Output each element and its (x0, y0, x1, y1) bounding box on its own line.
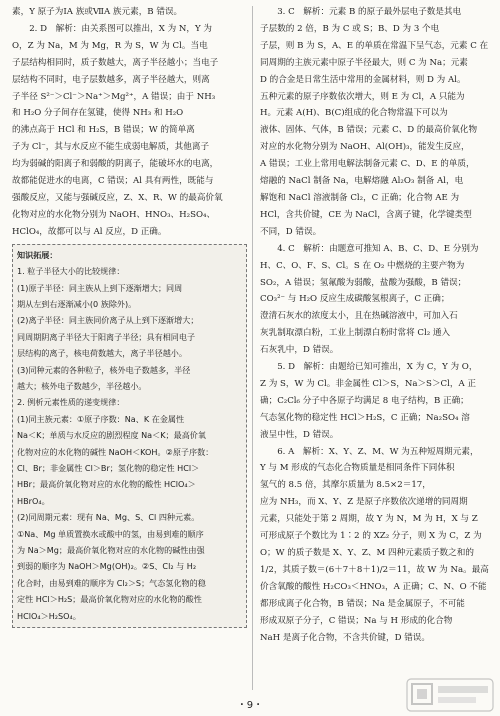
answer-line: 子层数的 2 倍，B 为 C 或 S；B、D 为 3 个电 (260, 23, 440, 34)
answer-line: 同周期的主族元素中原子半径最大，则 C 为 Na；元素 (260, 57, 468, 68)
answer-line: 应为 NH₃，而 X、Y、Z 是原子序数依次递增的同周期 (260, 497, 468, 508)
knowledge-line: Na＜K；单质与水反应的剧烈程度 Na＜K；最高价氧 (17, 430, 206, 441)
answer-line: HCl，含共价键，CE 为 NaCl，含离子键，化学键类型 (260, 209, 472, 220)
answer-line: D 的合金是日常生活中常用的金属材料，则 D 为 Al。 (260, 74, 466, 85)
answer-line: 可形成原子个数比为 1∶2 的 XZ₂ 分子，则 X 为 C，Z 为 (260, 531, 482, 542)
knowledge-box-body (17, 263, 242, 624)
watermark-logo-icon (406, 678, 494, 712)
answer-line: Y 与 M 形成的气态化合物质量是相同条件下同体积 (260, 463, 455, 474)
knowledge-line: 为 Na＞Mg；最高价氧化物对应的水化物的碱性由强 (17, 545, 205, 555)
answer-line: 石灰乳中，D 错误。 (260, 345, 339, 356)
knowledge-line: Cl、Br；非金属性 Cl＞Br；氢化物的稳定性 HCl＞ (17, 462, 200, 473)
answer-4 (260, 241, 492, 359)
answer-line: 灰乳制取漂白粉，工业上制漂白粉时常将 Cl₂ 通入 (260, 328, 451, 339)
answer-line: 1/2，其质子数＝(6＋7＋8＋1)/2＝11，故 W 为 Na。最高 (260, 564, 489, 575)
knowledge-box (12, 244, 247, 628)
knowledge-line: 1. 粒子半径大小的比较规律： (17, 266, 125, 277)
knowledge-line: (2)离子半径：同主族同价离子从上到下逐渐增大； (17, 315, 199, 326)
knowledge-line: 越大；核外电子数越少，半径越小。 (17, 380, 147, 391)
answer-line: 不同，D 错误。 (260, 226, 322, 237)
answer-line: 对应的水化物分别为 NaOH、Al(OH)₃，能发生反应， (260, 142, 470, 153)
left-column (12, 4, 247, 628)
answer-line: 气态氢化物的稳定性 HCl＞H₂S，C 正确；Na₂SO₄ 溶 (260, 412, 470, 423)
answer-line: 和 H₂O 分子间存在氢键，使得 NH₃ 和 H₂O (12, 108, 184, 119)
answer-line: NaH 是离子化合物，不含共价键，D 错误。 (260, 632, 430, 643)
knowledge-line: HBr；最高价氧化物对应的水化物的酸性 HClO₄＞ (17, 479, 196, 490)
answer-5 (260, 359, 492, 444)
column-divider (252, 6, 253, 690)
answer-line: 子为 Cl⁻，其与水反应不能生成弱电解质，其他离子 (12, 142, 210, 153)
answer-line: 2. D 解析：由关系图可以推出，X 为 N，Y 为 (29, 23, 213, 34)
answer-line: 化物对应的水化物分别为 NaOH、HNO₃、H₂SO₄、 (12, 209, 216, 220)
knowledge-line: 层结构的离子，核电荷数越大，离子半径越小。 (17, 348, 187, 359)
knowledge-line: 期从左到右逐渐减小(0 族除外)。 (17, 298, 137, 309)
answer-line: 价含氧酸的酸性 H₂CO₃＜HNO₃，A 正确；C、N、O 不能 (260, 581, 487, 592)
answer-line: 元素，只能处于第 2 周期，故 Y 为 N，M 为 H，X 与 Z (260, 514, 478, 525)
answer-line: O；W 的质子数是 X、Y、Z、M 四种元素质子数之和的 (260, 548, 474, 558)
knowledge-line: 2. 例析元素性质的递变规律： (17, 397, 125, 408)
answer-line: 子层结构相同时，质子数越大，离子半径越小；当电子 (12, 57, 219, 68)
answer-line: SO₂，A 错误；氢氟酸为弱酸，盐酸为强酸，B 错误； (260, 277, 467, 288)
answer-line: 的沸点高于 HCl 和 H₂S，B 错误；W 的简单离 (12, 125, 195, 136)
answer-line: 液呈中性，D 错误。 (260, 429, 339, 440)
answer-line: 6. A 解析：X、Y、Z、M、W 为五种短周期元素， (277, 446, 479, 457)
page-number: ・9・ (236, 700, 264, 711)
knowledge-box-title: 知识拓展： (17, 249, 58, 260)
answer-1-tail: 素，Y 原子为ⅠA 族或ⅦA 族元素，B 错误。 (12, 7, 183, 17)
answer-2 (12, 21, 247, 241)
knowledge-line: (3)同种元素的各种粒子，核外电子数越多，半径 (17, 364, 191, 375)
knowledge-line: 同周期阴离子半径大于阳离子半径；具有相同电子 (17, 331, 196, 342)
answer-line: 3. C 解析：元素 B 的原子最外层电子数是其电 (277, 7, 462, 17)
answer-line: H。元素 A(H)、B(C)组成的化合物常温下可以为 (260, 108, 448, 119)
knowledge-line: ①Na、Mg 单质置换水或酸中的氢，由易到难的顺序 (17, 528, 204, 539)
answer-line: 氢气的 8.5 倍，其摩尔质量为 8.5×2＝17， (260, 480, 431, 491)
answer-line: 子层，则 B 为 S，A、E 的单质在常温下呈气态，元素 C 在 (260, 40, 489, 51)
answer-line: CO₃²⁻ 与 H₂O 反应生成碳酸氢根离子，C 正确； (260, 294, 450, 305)
answer-line: H、C、O、F、S、Cl。S 在 O₂ 中燃烧的主要产物为 (260, 260, 465, 271)
answer-line: 4. C 解析：由题意可推知 A、B、C、D、E 分别为 (277, 243, 479, 254)
answer-line: 确；C₂Cl₆ 分子中各原子均满足 8 电子结构，B 正确； (260, 395, 469, 406)
knowledge-line: 化合时，由易到难的顺序为 Cl₂＞S；气态氢化物的稳 (17, 577, 206, 588)
answer-line: 熔融的 NaCl 制备 Na，电解熔融 Al₂O₃ 制备 Al，电 (260, 176, 464, 187)
knowledge-line: 化物对应的水化物的碱性 NaOH＜KOH。②原子序数： (17, 446, 214, 457)
answer-line: 都形成离子化合物，B 错误；Na 是金属原子，不可能 (260, 598, 465, 609)
answer-line: 故都能促进水的电离，C 错误；Al 具有两性，既能与 (12, 176, 214, 187)
answer-line: O，Z 为 Na，M 为 Mg，R 为 S，W 为 Cl。当电 (12, 40, 208, 51)
answer-line: 五种元素的原子序数依次增大，则 E 为 Cl，A 只能为 (260, 91, 465, 102)
answer-line: 均为弱碱的阳离子和弱酸的阴离子，能破坏水的电离， (12, 159, 219, 170)
knowledge-line: (1)原子半径：同主族从上到下逐渐增大；同周 (17, 282, 183, 293)
answer-line: Z 为 S，W 为 Cl。非金属性 Cl＞S，Na＞S＞Cl，A 正 (260, 378, 476, 389)
answer-line: 子半径 S²⁻＞Cl⁻＞Na⁺＞Mg²⁺，A 错误；由于 NH₃ (12, 91, 216, 102)
answer-line: 液体、固体、气体，B 错误；元素 C、D 的最高价氧化物 (260, 125, 478, 136)
knowledge-line: 定性 HCl＞H₂S；最高价氧化物对应的水化物的酸性 (17, 594, 202, 605)
answer-line: 5. D 解析：由题给已知可推出，X 为 C，Y 为 O， (277, 362, 478, 373)
answer-3 (260, 4, 492, 241)
answer-line: 强酸反应，又能与强碱反应，Z、X、R、W 的最高价氧 (12, 192, 223, 203)
answer-line: 层结构不同时，电子层数越多，离子半径越大，则离 (12, 74, 210, 85)
answer-line: HClO₄，故都可以与 Al 反应，D 正确。 (12, 226, 167, 237)
answer-line: 澄清石灰水的浓度太小，且在热碱溶液中，可加入石 (260, 311, 458, 322)
answer-6 (260, 444, 492, 647)
knowledge-line: 到弱的顺序为 NaOH＞Mg(OH)₂。②S、Cl₂ 与 H₂ (17, 561, 197, 572)
answer-line: A 错误；工业上常用电解法制备元素 C、D、E 的单质， (260, 159, 475, 170)
answer-line: 形成双原子分子，C 错误；Na 与 H 形成的化合物 (260, 615, 453, 626)
knowledge-line: (1)同主族元素：①原子序数：Na、K 在金属性 (17, 413, 185, 424)
knowledge-line: HClO₄＞H₂SO₄。 (17, 610, 81, 621)
right-column (260, 4, 492, 646)
knowledge-line: (2)同周期元素：现有 Na、Mg、S、Cl 四种元素。 (17, 512, 200, 523)
answer-line: 解饱和 NaCl 溶液制备 Cl₂，C 正确；化合物 AE 为 (260, 192, 460, 203)
knowledge-line: HBrO₄。 (17, 495, 50, 506)
